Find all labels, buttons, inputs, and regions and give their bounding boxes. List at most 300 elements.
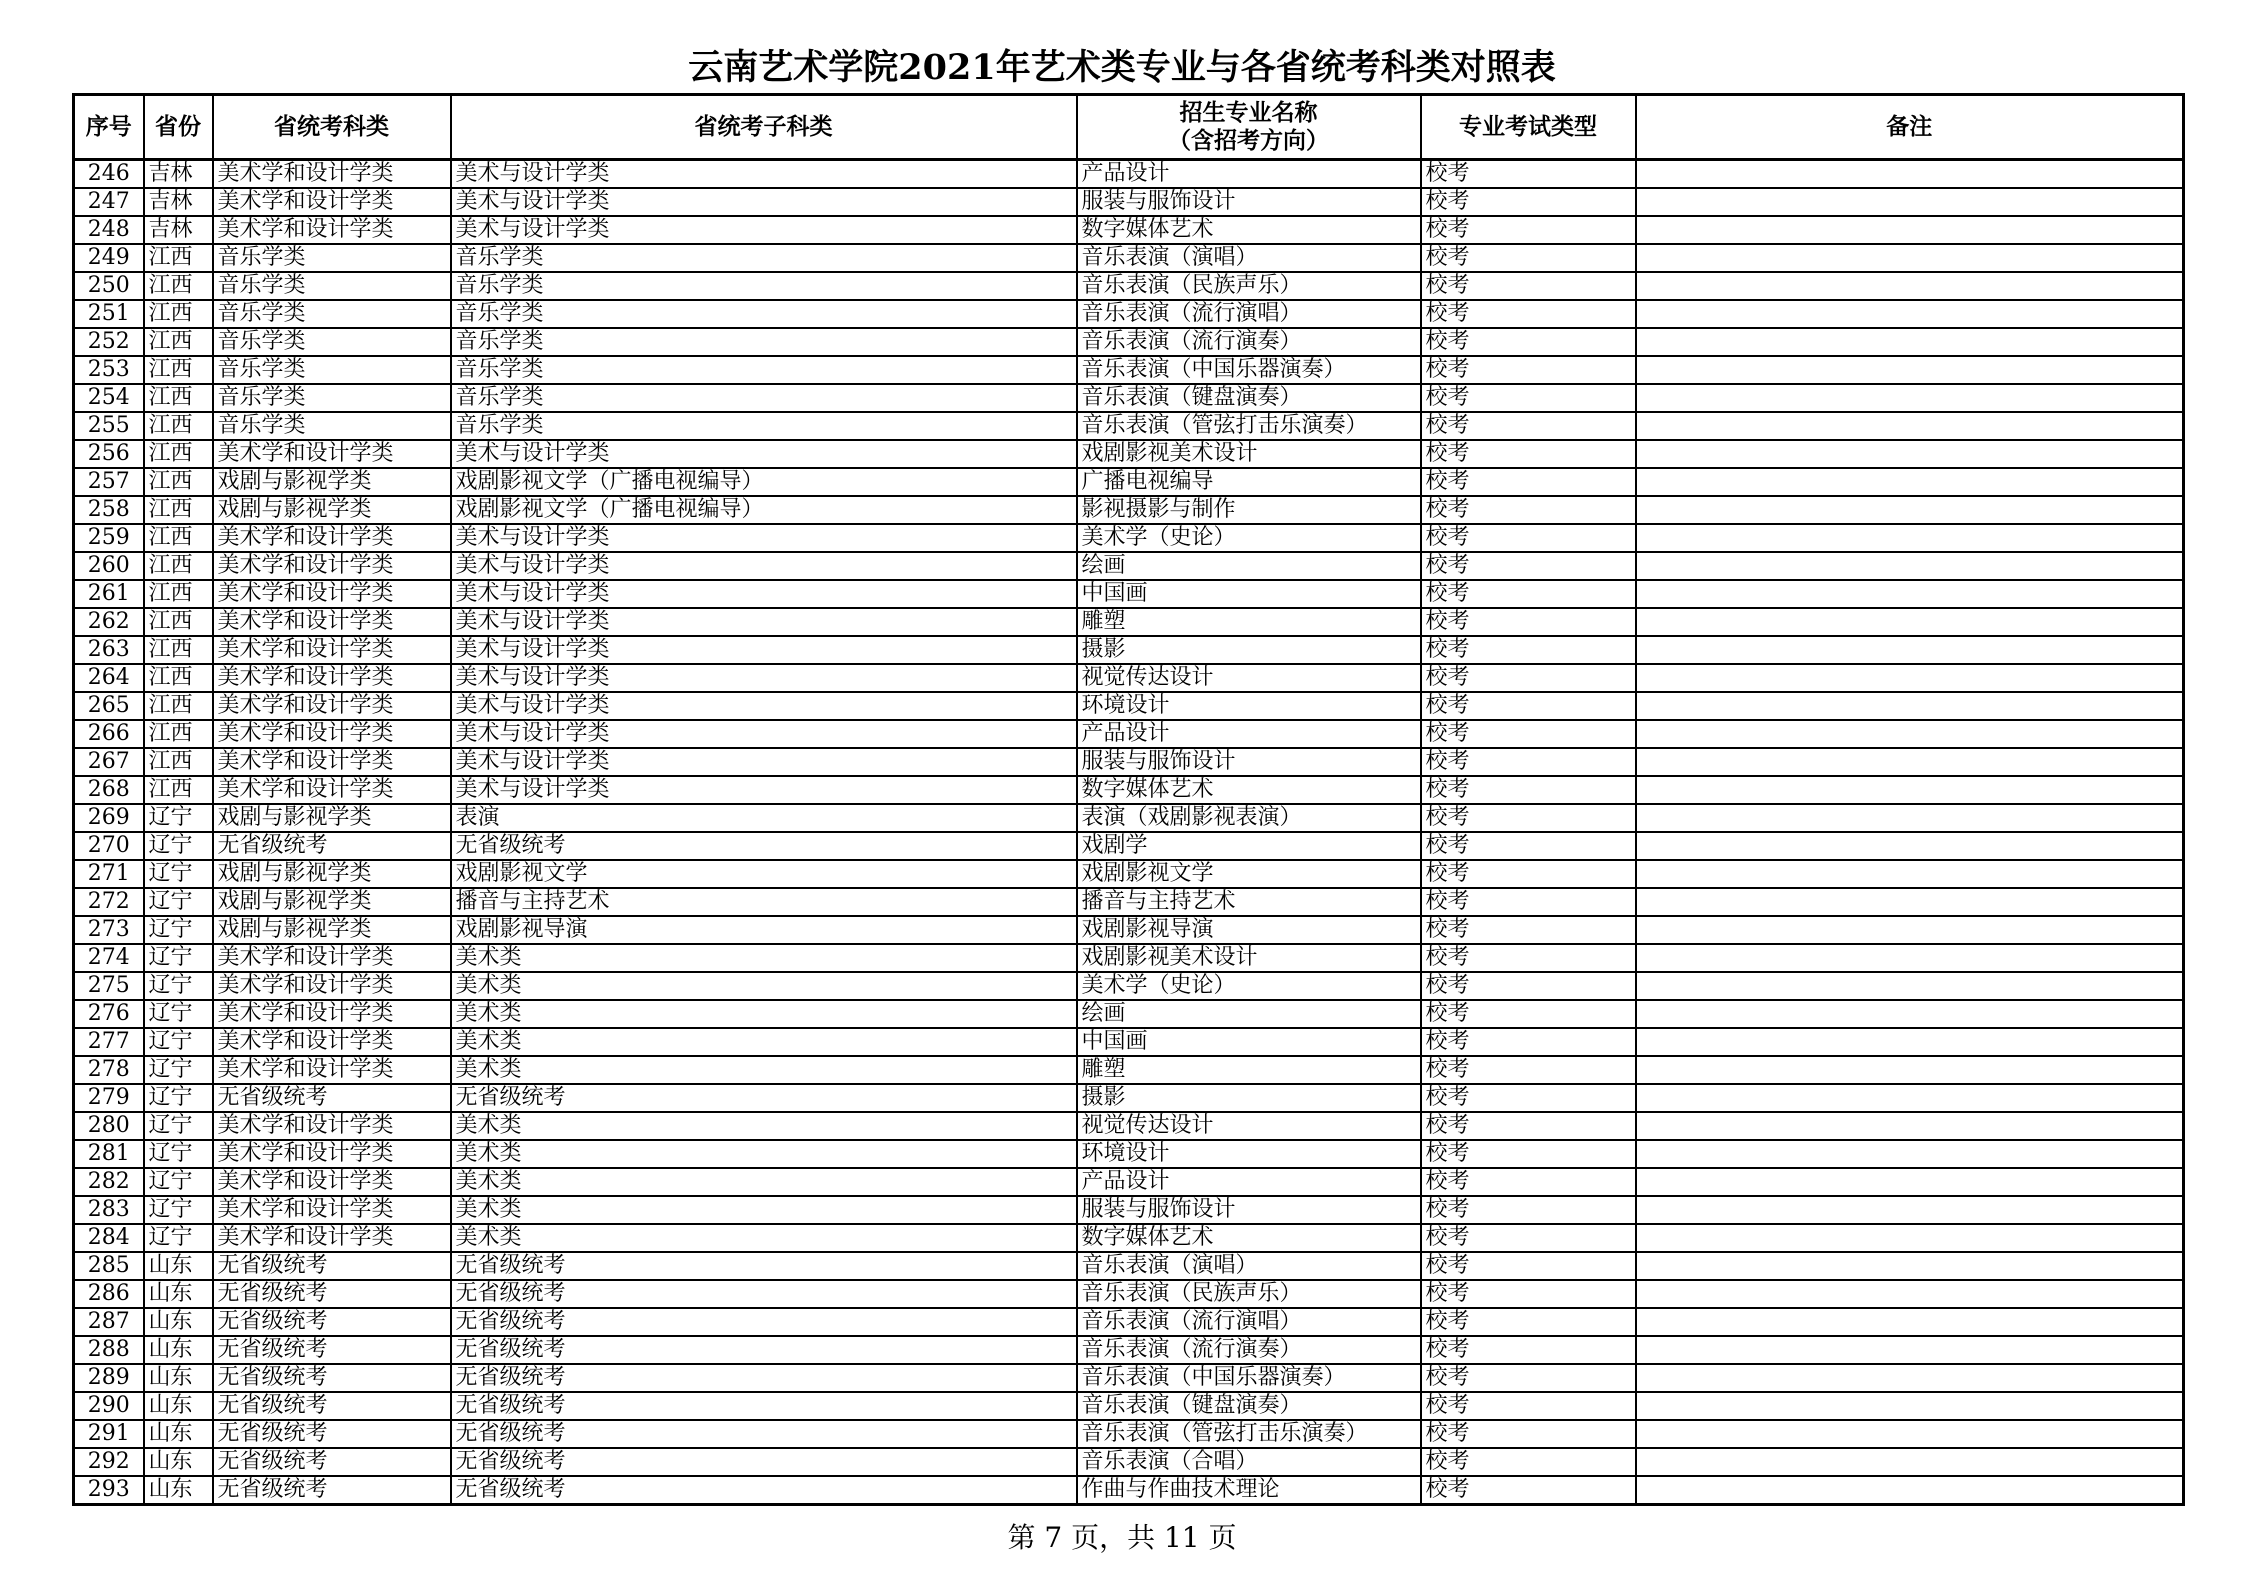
cell-exam-subcategory: 音乐学类 <box>451 244 1077 272</box>
cell-index: 282 <box>74 1168 144 1196</box>
cell-major-name: 摄影 <box>1077 1084 1421 1112</box>
table-row <box>74 468 2184 496</box>
cell-index: 278 <box>74 1056 144 1084</box>
table-row <box>74 1112 2184 1140</box>
cell-index: 258 <box>74 496 144 524</box>
cell-exam-subcategory: 美术与设计学类 <box>451 608 1077 636</box>
cell-exam-subcategory: 美术与设计学类 <box>451 664 1077 692</box>
cell-major-name: 音乐表演（演唱） <box>1077 1252 1421 1280</box>
cell-exam-type: 校考 <box>1421 692 1636 720</box>
cell-index: 277 <box>74 1028 144 1056</box>
table-row <box>74 496 2184 524</box>
cell-exam-subcategory: 美术类 <box>451 1056 1077 1084</box>
cell-exam-category: 美术学和设计学类 <box>213 944 451 972</box>
cell-province: 辽宁 <box>144 1196 213 1224</box>
cell-exam-category: 无省级统考 <box>213 1252 451 1280</box>
cell-exam-category: 无省级统考 <box>213 1392 451 1420</box>
cell-remarks <box>1636 496 2184 524</box>
cell-exam-type: 校考 <box>1421 552 1636 580</box>
cell-exam-type: 校考 <box>1421 440 1636 468</box>
table-row <box>74 608 2184 636</box>
table-row <box>74 1000 2184 1028</box>
cell-index: 276 <box>74 1000 144 1028</box>
cell-major-name: 服装与服饰设计 <box>1077 748 1421 776</box>
cell-province: 辽宁 <box>144 1000 213 1028</box>
cell-exam-type: 校考 <box>1421 1112 1636 1140</box>
cell-exam-type: 校考 <box>1421 1336 1636 1364</box>
cell-index: 268 <box>74 776 144 804</box>
table-row <box>74 384 2184 412</box>
cell-exam-type: 校考 <box>1421 1084 1636 1112</box>
cell-remarks <box>1636 188 2184 216</box>
cell-exam-subcategory: 美术与设计学类 <box>451 748 1077 776</box>
cell-index: 256 <box>74 440 144 468</box>
cell-exam-category: 美术学和设计学类 <box>213 1056 451 1084</box>
cell-exam-type: 校考 <box>1421 1028 1636 1056</box>
cell-exam-category: 无省级统考 <box>213 1308 451 1336</box>
table-body <box>74 160 2184 1505</box>
table-row <box>74 1140 2184 1168</box>
cell-exam-category: 无省级统考 <box>213 1476 451 1505</box>
cell-exam-type: 校考 <box>1421 1448 1636 1476</box>
cell-remarks <box>1636 1028 2184 1056</box>
cell-exam-category: 音乐学类 <box>213 328 451 356</box>
cell-index: 269 <box>74 804 144 832</box>
cell-exam-category: 美术学和设计学类 <box>213 636 451 664</box>
cell-index: 266 <box>74 720 144 748</box>
cell-province: 吉林 <box>144 188 213 216</box>
cell-remarks <box>1636 804 2184 832</box>
cell-exam-subcategory: 音乐学类 <box>451 328 1077 356</box>
cell-province: 山东 <box>144 1252 213 1280</box>
cell-index: 285 <box>74 1252 144 1280</box>
cell-exam-category: 无省级统考 <box>213 832 451 860</box>
cell-major-name: 数字媒体艺术 <box>1077 776 1421 804</box>
cell-index: 289 <box>74 1364 144 1392</box>
table-row <box>74 1308 2184 1336</box>
cell-province: 江西 <box>144 636 213 664</box>
cell-index: 250 <box>74 272 144 300</box>
cell-index: 271 <box>74 860 144 888</box>
cell-exam-type: 校考 <box>1421 1056 1636 1084</box>
cell-province: 江西 <box>144 356 213 384</box>
cell-province: 辽宁 <box>144 888 213 916</box>
table-row <box>74 1392 2184 1420</box>
cell-major-name: 音乐表演（管弦打击乐演奏） <box>1077 412 1421 440</box>
cell-remarks <box>1636 1364 2184 1392</box>
cell-exam-type: 校考 <box>1421 664 1636 692</box>
cell-exam-type: 校考 <box>1421 1224 1636 1252</box>
cell-index: 253 <box>74 356 144 384</box>
cell-index: 264 <box>74 664 144 692</box>
cell-exam-type: 校考 <box>1421 1000 1636 1028</box>
cell-exam-type: 校考 <box>1421 1308 1636 1336</box>
cell-exam-subcategory: 无省级统考 <box>451 1308 1077 1336</box>
cell-exam-category: 美术学和设计学类 <box>213 776 451 804</box>
cell-remarks <box>1636 720 2184 748</box>
cell-major-name: 音乐表演（民族声乐） <box>1077 272 1421 300</box>
cell-index: 259 <box>74 524 144 552</box>
table-row <box>74 1196 2184 1224</box>
cell-exam-type: 校考 <box>1421 972 1636 1000</box>
cell-major-name: 摄影 <box>1077 636 1421 664</box>
cell-exam-type: 校考 <box>1421 776 1636 804</box>
cell-index: 261 <box>74 580 144 608</box>
cell-province: 山东 <box>144 1364 213 1392</box>
cell-major-name: 数字媒体艺术 <box>1077 216 1421 244</box>
cell-remarks <box>1636 356 2184 384</box>
cell-exam-type: 校考 <box>1421 1280 1636 1308</box>
cell-province: 辽宁 <box>144 1224 213 1252</box>
cell-major-name: 表演（戏剧影视表演） <box>1077 804 1421 832</box>
cell-province: 江西 <box>144 664 213 692</box>
cell-remarks <box>1636 272 2184 300</box>
cell-exam-category: 美术学和设计学类 <box>213 1028 451 1056</box>
cell-province: 辽宁 <box>144 1028 213 1056</box>
cell-exam-category: 无省级统考 <box>213 1336 451 1364</box>
cell-index: 287 <box>74 1308 144 1336</box>
table-row <box>74 636 2184 664</box>
cell-exam-category: 无省级统考 <box>213 1084 451 1112</box>
cell-province: 吉林 <box>144 216 213 244</box>
cell-remarks <box>1636 664 2184 692</box>
cell-remarks <box>1636 1308 2184 1336</box>
table-row <box>74 440 2184 468</box>
cell-exam-category: 美术学和设计学类 <box>213 552 451 580</box>
cell-province: 辽宁 <box>144 916 213 944</box>
cell-remarks <box>1636 888 2184 916</box>
cell-province: 江西 <box>144 412 213 440</box>
cell-remarks <box>1636 1000 2184 1028</box>
cell-remarks <box>1636 524 2184 552</box>
table-row <box>74 1336 2184 1364</box>
cell-remarks <box>1636 1392 2184 1420</box>
table-row <box>74 1168 2184 1196</box>
cell-major-name: 播音与主持艺术 <box>1077 888 1421 916</box>
cell-remarks <box>1636 1168 2184 1196</box>
cell-index: 247 <box>74 188 144 216</box>
cell-major-name: 音乐表演（键盘演奏） <box>1077 1392 1421 1420</box>
header-exam-subcategory: 省统考子科类 <box>451 95 1077 160</box>
cell-exam-category: 美术学和设计学类 <box>213 748 451 776</box>
table-row <box>74 356 2184 384</box>
cell-exam-category: 美术学和设计学类 <box>213 580 451 608</box>
cell-province: 江西 <box>144 272 213 300</box>
cell-remarks <box>1636 944 2184 972</box>
cell-exam-type: 校考 <box>1421 580 1636 608</box>
cell-major-name: 戏剧学 <box>1077 832 1421 860</box>
table-row <box>74 1028 2184 1056</box>
cell-remarks <box>1636 916 2184 944</box>
cell-remarks <box>1636 1252 2184 1280</box>
cell-exam-subcategory: 美术类 <box>451 1140 1077 1168</box>
cell-exam-type: 校考 <box>1421 384 1636 412</box>
cell-exam-type: 校考 <box>1421 216 1636 244</box>
cell-major-name: 戏剧影视导演 <box>1077 916 1421 944</box>
cell-exam-subcategory: 美术类 <box>451 1112 1077 1140</box>
cell-province: 山东 <box>144 1308 213 1336</box>
cell-exam-subcategory: 无省级统考 <box>451 1364 1077 1392</box>
cell-exam-type: 校考 <box>1421 1392 1636 1420</box>
cell-exam-type: 校考 <box>1421 944 1636 972</box>
cell-province: 江西 <box>144 244 213 272</box>
table-row <box>74 160 2184 189</box>
cell-exam-type: 校考 <box>1421 356 1636 384</box>
cell-exam-subcategory: 美术类 <box>451 1168 1077 1196</box>
cell-index: 293 <box>74 1476 144 1505</box>
cell-exam-subcategory: 美术与设计学类 <box>451 776 1077 804</box>
cell-exam-subcategory: 无省级统考 <box>451 1336 1077 1364</box>
cell-exam-subcategory: 无省级统考 <box>451 832 1077 860</box>
cell-exam-subcategory: 美术与设计学类 <box>451 440 1077 468</box>
cell-major-name: 音乐表演（流行演唱） <box>1077 1308 1421 1336</box>
cell-remarks <box>1636 692 2184 720</box>
cell-province: 江西 <box>144 692 213 720</box>
cell-remarks <box>1636 1476 2184 1505</box>
table-row <box>74 832 2184 860</box>
cell-exam-category: 无省级统考 <box>213 1364 451 1392</box>
cell-province: 辽宁 <box>144 804 213 832</box>
cell-major-name: 绘画 <box>1077 552 1421 580</box>
cell-remarks <box>1636 1280 2184 1308</box>
cell-major-name: 数字媒体艺术 <box>1077 1224 1421 1252</box>
cell-index: 265 <box>74 692 144 720</box>
cell-exam-subcategory: 美术与设计学类 <box>451 188 1077 216</box>
cell-exam-category: 美术学和设计学类 <box>213 972 451 1000</box>
cell-major-name: 中国画 <box>1077 580 1421 608</box>
cell-major-name: 视觉传达设计 <box>1077 1112 1421 1140</box>
table-row <box>74 272 2184 300</box>
table-row <box>74 748 2184 776</box>
cell-exam-category: 音乐学类 <box>213 384 451 412</box>
cell-exam-category: 美术学和设计学类 <box>213 1196 451 1224</box>
header-province: 省份 <box>144 95 213 160</box>
cell-index: 288 <box>74 1336 144 1364</box>
table-row <box>74 552 2184 580</box>
cell-index: 291 <box>74 1420 144 1448</box>
cell-remarks <box>1636 1196 2184 1224</box>
cell-remarks <box>1636 1056 2184 1084</box>
table-row <box>74 1420 2184 1448</box>
cell-exam-subcategory: 播音与主持艺术 <box>451 888 1077 916</box>
cell-remarks <box>1636 972 2184 1000</box>
table-row <box>74 692 2184 720</box>
cell-index: 270 <box>74 832 144 860</box>
cell-major-name: 绘画 <box>1077 1000 1421 1028</box>
cell-major-name: 戏剧影视美术设计 <box>1077 944 1421 972</box>
cell-exam-type: 校考 <box>1421 1420 1636 1448</box>
cell-index: 252 <box>74 328 144 356</box>
cell-province: 辽宁 <box>144 860 213 888</box>
table-row <box>74 524 2184 552</box>
page-footer: 第 7 页，共 11 页 <box>1007 1521 1237 1554</box>
cell-major-name: 雕塑 <box>1077 1056 1421 1084</box>
cell-major-name: 服装与服饰设计 <box>1077 1196 1421 1224</box>
cell-exam-category: 美术学和设计学类 <box>213 720 451 748</box>
cell-index: 249 <box>74 244 144 272</box>
cell-major-name: 音乐表演（合唱） <box>1077 1448 1421 1476</box>
cell-province: 江西 <box>144 496 213 524</box>
cell-exam-category: 戏剧与影视学类 <box>213 916 451 944</box>
table-header-row <box>74 95 2184 160</box>
cell-exam-category: 美术学和设计学类 <box>213 608 451 636</box>
cell-exam-type: 校考 <box>1421 1168 1636 1196</box>
header-exam-category: 省统考科类 <box>213 95 451 160</box>
cell-major-name: 音乐表演（民族声乐） <box>1077 1280 1421 1308</box>
cell-remarks <box>1636 412 2184 440</box>
cell-exam-category: 音乐学类 <box>213 300 451 328</box>
cell-index: 286 <box>74 1280 144 1308</box>
cell-province: 辽宁 <box>144 1140 213 1168</box>
cell-remarks <box>1636 1112 2184 1140</box>
cell-exam-subcategory: 无省级统考 <box>451 1280 1077 1308</box>
cell-major-name: 音乐表演（中国乐器演奏） <box>1077 356 1421 384</box>
cell-index: 246 <box>74 160 144 189</box>
cell-exam-type: 校考 <box>1421 1476 1636 1505</box>
cell-index: 283 <box>74 1196 144 1224</box>
cell-exam-category: 美术学和设计学类 <box>213 524 451 552</box>
cell-province: 江西 <box>144 384 213 412</box>
cell-remarks <box>1636 1140 2184 1168</box>
cell-province: 山东 <box>144 1420 213 1448</box>
cell-remarks <box>1636 776 2184 804</box>
cell-remarks <box>1636 440 2184 468</box>
cell-major-name: 戏剧影视文学 <box>1077 860 1421 888</box>
cell-exam-type: 校考 <box>1421 1140 1636 1168</box>
cell-province: 江西 <box>144 580 213 608</box>
cell-exam-category: 美术学和设计学类 <box>213 1168 451 1196</box>
table-row <box>74 776 2184 804</box>
cell-remarks <box>1636 216 2184 244</box>
cell-major-name: 音乐表演（中国乐器演奏） <box>1077 1364 1421 1392</box>
cell-remarks <box>1636 608 2184 636</box>
cell-index: 254 <box>74 384 144 412</box>
cell-province: 山东 <box>144 1448 213 1476</box>
cell-exam-category: 美术学和设计学类 <box>213 664 451 692</box>
cell-exam-category: 戏剧与影视学类 <box>213 860 451 888</box>
header-index: 序号 <box>74 95 144 160</box>
cell-index: 251 <box>74 300 144 328</box>
cell-exam-type: 校考 <box>1421 608 1636 636</box>
cell-major-name: 影视摄影与制作 <box>1077 496 1421 524</box>
cell-exam-subcategory: 美术与设计学类 <box>451 636 1077 664</box>
cell-province: 江西 <box>144 552 213 580</box>
cell-exam-type: 校考 <box>1421 1196 1636 1224</box>
cell-remarks <box>1636 1448 2184 1476</box>
cell-index: 280 <box>74 1112 144 1140</box>
cell-remarks <box>1636 636 2184 664</box>
table-row <box>74 972 2184 1000</box>
cell-province: 辽宁 <box>144 972 213 1000</box>
cell-exam-type: 校考 <box>1421 328 1636 356</box>
cell-exam-subcategory: 无省级统考 <box>451 1084 1077 1112</box>
cell-exam-category: 美术学和设计学类 <box>213 1140 451 1168</box>
cell-exam-subcategory: 美术类 <box>451 1000 1077 1028</box>
cell-exam-subcategory: 美术与设计学类 <box>451 692 1077 720</box>
cell-remarks <box>1636 468 2184 496</box>
cell-province: 江西 <box>144 720 213 748</box>
cell-remarks <box>1636 748 2184 776</box>
cell-exam-subcategory: 美术类 <box>451 972 1077 1000</box>
cell-exam-type: 校考 <box>1421 468 1636 496</box>
cell-index: 262 <box>74 608 144 636</box>
cell-index: 284 <box>74 1224 144 1252</box>
cell-major-name: 音乐表演（流行演奏） <box>1077 328 1421 356</box>
cell-exam-category: 戏剧与影视学类 <box>213 888 451 916</box>
cell-exam-category: 音乐学类 <box>213 356 451 384</box>
cell-index: 272 <box>74 888 144 916</box>
cell-exam-subcategory: 音乐学类 <box>451 300 1077 328</box>
cell-remarks <box>1636 1420 2184 1448</box>
cell-exam-subcategory: 无省级统考 <box>451 1448 1077 1476</box>
cell-exam-type: 校考 <box>1421 160 1636 189</box>
table-row <box>74 1364 2184 1392</box>
cell-exam-subcategory: 表演 <box>451 804 1077 832</box>
cell-exam-subcategory: 音乐学类 <box>451 272 1077 300</box>
cell-province: 江西 <box>144 524 213 552</box>
cell-province: 江西 <box>144 328 213 356</box>
cell-remarks <box>1636 832 2184 860</box>
table-row <box>74 860 2184 888</box>
table-row <box>74 580 2184 608</box>
cell-exam-category: 无省级统考 <box>213 1420 451 1448</box>
cell-major-name: 音乐表演（管弦打击乐演奏） <box>1077 1420 1421 1448</box>
table-row <box>74 328 2184 356</box>
cell-major-name: 雕塑 <box>1077 608 1421 636</box>
cell-province: 辽宁 <box>144 1112 213 1140</box>
cell-exam-category: 美术学和设计学类 <box>213 692 451 720</box>
cell-major-name: 音乐表演（键盘演奏） <box>1077 384 1421 412</box>
header-major-name: 招生专业名称 （含招考方向） <box>1077 95 1421 160</box>
table-row <box>74 1280 2184 1308</box>
table-row <box>74 720 2184 748</box>
cell-index: 279 <box>74 1084 144 1112</box>
cell-exam-subcategory: 戏剧影视导演 <box>451 916 1077 944</box>
cell-index: 292 <box>74 1448 144 1476</box>
table-row <box>74 244 2184 272</box>
cell-exam-type: 校考 <box>1421 916 1636 944</box>
table-row <box>74 412 2184 440</box>
cell-province: 山东 <box>144 1336 213 1364</box>
cell-province: 辽宁 <box>144 832 213 860</box>
table-row <box>74 216 2184 244</box>
cell-province: 辽宁 <box>144 944 213 972</box>
cell-major-name: 产品设计 <box>1077 1168 1421 1196</box>
table-row <box>74 664 2184 692</box>
cell-exam-subcategory: 音乐学类 <box>451 356 1077 384</box>
cell-major-name: 中国画 <box>1077 1028 1421 1056</box>
cell-exam-subcategory: 无省级统考 <box>451 1476 1077 1505</box>
cell-exam-subcategory: 音乐学类 <box>451 412 1077 440</box>
table-row <box>74 1056 2184 1084</box>
cell-exam-subcategory: 音乐学类 <box>451 384 1077 412</box>
cell-exam-category: 美术学和设计学类 <box>213 1224 451 1252</box>
cell-exam-category: 美术学和设计学类 <box>213 1112 451 1140</box>
cell-province: 江西 <box>144 748 213 776</box>
cell-exam-category: 音乐学类 <box>213 412 451 440</box>
table-row <box>74 1476 2184 1505</box>
cell-exam-type: 校考 <box>1421 860 1636 888</box>
cell-province: 山东 <box>144 1392 213 1420</box>
cell-major-name: 戏剧影视美术设计 <box>1077 440 1421 468</box>
cell-exam-type: 校考 <box>1421 804 1636 832</box>
cell-exam-subcategory: 美术类 <box>451 944 1077 972</box>
cell-exam-category: 无省级统考 <box>213 1448 451 1476</box>
cell-remarks <box>1636 552 2184 580</box>
cell-exam-subcategory: 戏剧影视文学（广播电视编导） <box>451 468 1077 496</box>
cell-major-name: 产品设计 <box>1077 720 1421 748</box>
cell-exam-type: 校考 <box>1421 272 1636 300</box>
